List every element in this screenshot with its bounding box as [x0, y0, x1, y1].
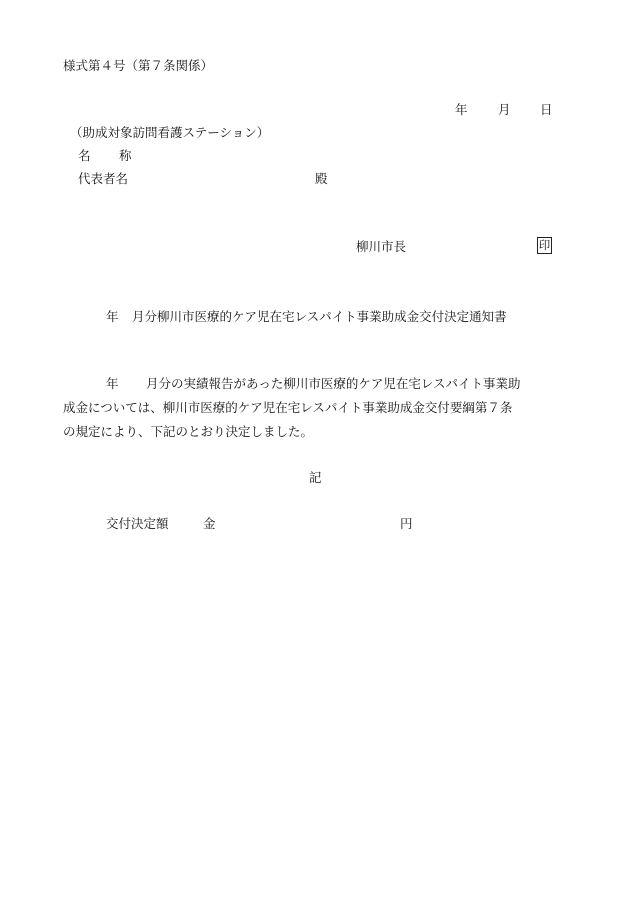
- body-line-2: 成金については、柳川市医療的ケア児在宅レスパイト事業助成金交付要綱第７条: [63, 400, 513, 415]
- date-day-label: 日: [540, 102, 553, 117]
- amount-label: 交付決定額: [106, 516, 169, 531]
- body-line-3: の規定により、下記のとおり決定しました。: [63, 424, 314, 439]
- issuer-name: 柳川市長: [356, 239, 407, 254]
- amount-prefix: 金: [203, 516, 216, 531]
- body-year-label: 年: [106, 376, 119, 391]
- recipient-name-label-1: 名: [78, 148, 91, 163]
- date-month-label: 月: [498, 102, 511, 117]
- body-line-1: 月分の実績報告があった柳川市医療的ケア児在宅レスパイト事業助: [146, 376, 521, 391]
- document-title: 月分柳川市医療的ケア児在宅レスパイト事業助成金交付決定通知書: [132, 309, 507, 324]
- recipient-honorific: 殿: [315, 171, 328, 186]
- amount-unit: 円: [400, 516, 413, 531]
- title-year-label: 年: [106, 309, 119, 324]
- note-heading: 記: [309, 470, 322, 485]
- recipient-representative-label: 代表者名: [78, 171, 129, 186]
- date-year-label: 年: [455, 102, 468, 117]
- recipient-name-label-2: 称: [119, 148, 132, 163]
- form-number: 様式第４号（第７条関係）: [63, 58, 214, 73]
- seal-mark: 印: [538, 238, 551, 252]
- recipient-org-type: （助成対象訪問看護ステーション）: [70, 125, 270, 140]
